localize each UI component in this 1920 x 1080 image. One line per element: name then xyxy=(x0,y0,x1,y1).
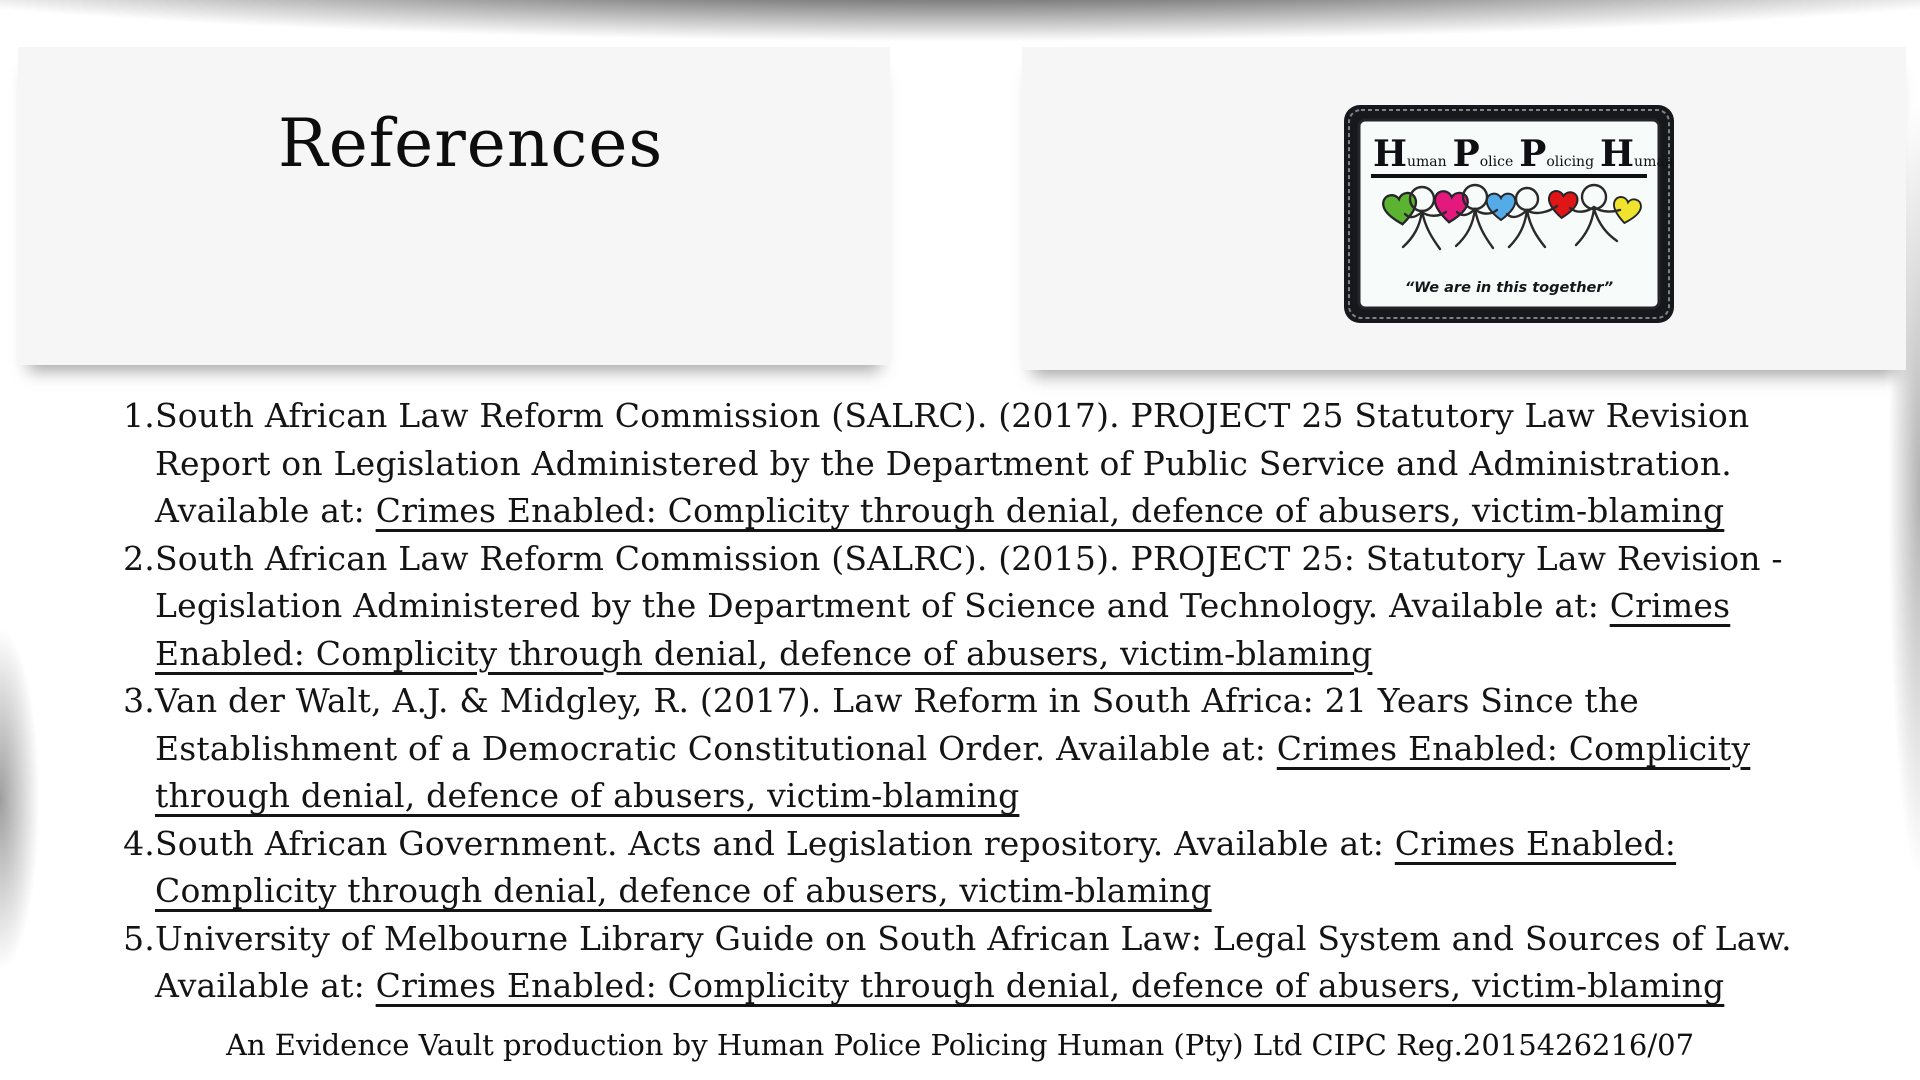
reference-text: Van der Walt, A.J. & Midgley, R. (2017). Law Reform in South Africa: 21 Years Since the Establishment of a Democratic Constitutional Order. Available at: xyxy=(155,681,1640,768)
logo-wordmark: Human Police Policing Human xyxy=(1373,133,1674,175)
references-list xyxy=(123,392,1855,1010)
reference-item xyxy=(123,677,1855,820)
reference-number: 5. xyxy=(123,918,155,958)
reference-link[interactable]: Crimes Enabled: Complicity through denial, defence of abusers, victim-blaming xyxy=(155,586,1731,673)
reference-item xyxy=(123,820,1855,915)
page-curl-shadow-left xyxy=(0,615,52,1025)
reference-link[interactable]: Crimes Enabled: Complicity through denial, defence of abusers, victim-blaming xyxy=(375,966,1725,1005)
reference-text: University of Melbourne Library Guide on South African Law: Legal System and Sources of Law. Available at: xyxy=(155,918,1792,1005)
reference-link[interactable]: Crimes Enabled: Complicity through denial, defence of abusers, victim-blaming xyxy=(155,728,1751,815)
reference-item xyxy=(123,392,1855,535)
reference-item xyxy=(123,535,1855,678)
reference-link[interactable]: Crimes Enabled: Complicity through denial, defence of abusers, victim-blaming xyxy=(155,823,1677,910)
title-panel xyxy=(18,47,890,365)
reference-number: 2. xyxy=(123,538,155,578)
reference-text: South African Law Reform Commission (SALRC). (2015). PROJECT 25: Statutory Law Revision - Legislation Administered by the Department of Science and Technology. Available at: xyxy=(155,538,1783,625)
hpph-logo-image xyxy=(1343,104,1675,324)
hpph-logo xyxy=(1343,104,1675,324)
reference-text: South African Law Reform Commission (SALRC). (2017). PROJECT 25 Statutory Law Revision Report on Legislation Administered by the Department of Public Service and Administration. Available at: xyxy=(155,396,1750,530)
reference-number: 1. xyxy=(123,396,155,435)
reference-link[interactable]: Crimes Enabled: Complicity through denial, defence of abusers, victim-blaming xyxy=(375,491,1725,530)
logo-tagline: “We are in this together” xyxy=(1404,280,1614,296)
page-title: References xyxy=(278,105,664,182)
reference-number: 4. xyxy=(123,823,155,863)
footer-credit: An Evidence Vault production by Human Police Policing Human (Pty) Ltd CIPC Reg.2015426216/07 xyxy=(225,1028,1695,1062)
reference-item xyxy=(123,915,1855,1010)
reference-number: 3. xyxy=(123,681,155,720)
reference-text: South African Government. Acts and Legislation repository. Available at: xyxy=(155,823,1395,863)
